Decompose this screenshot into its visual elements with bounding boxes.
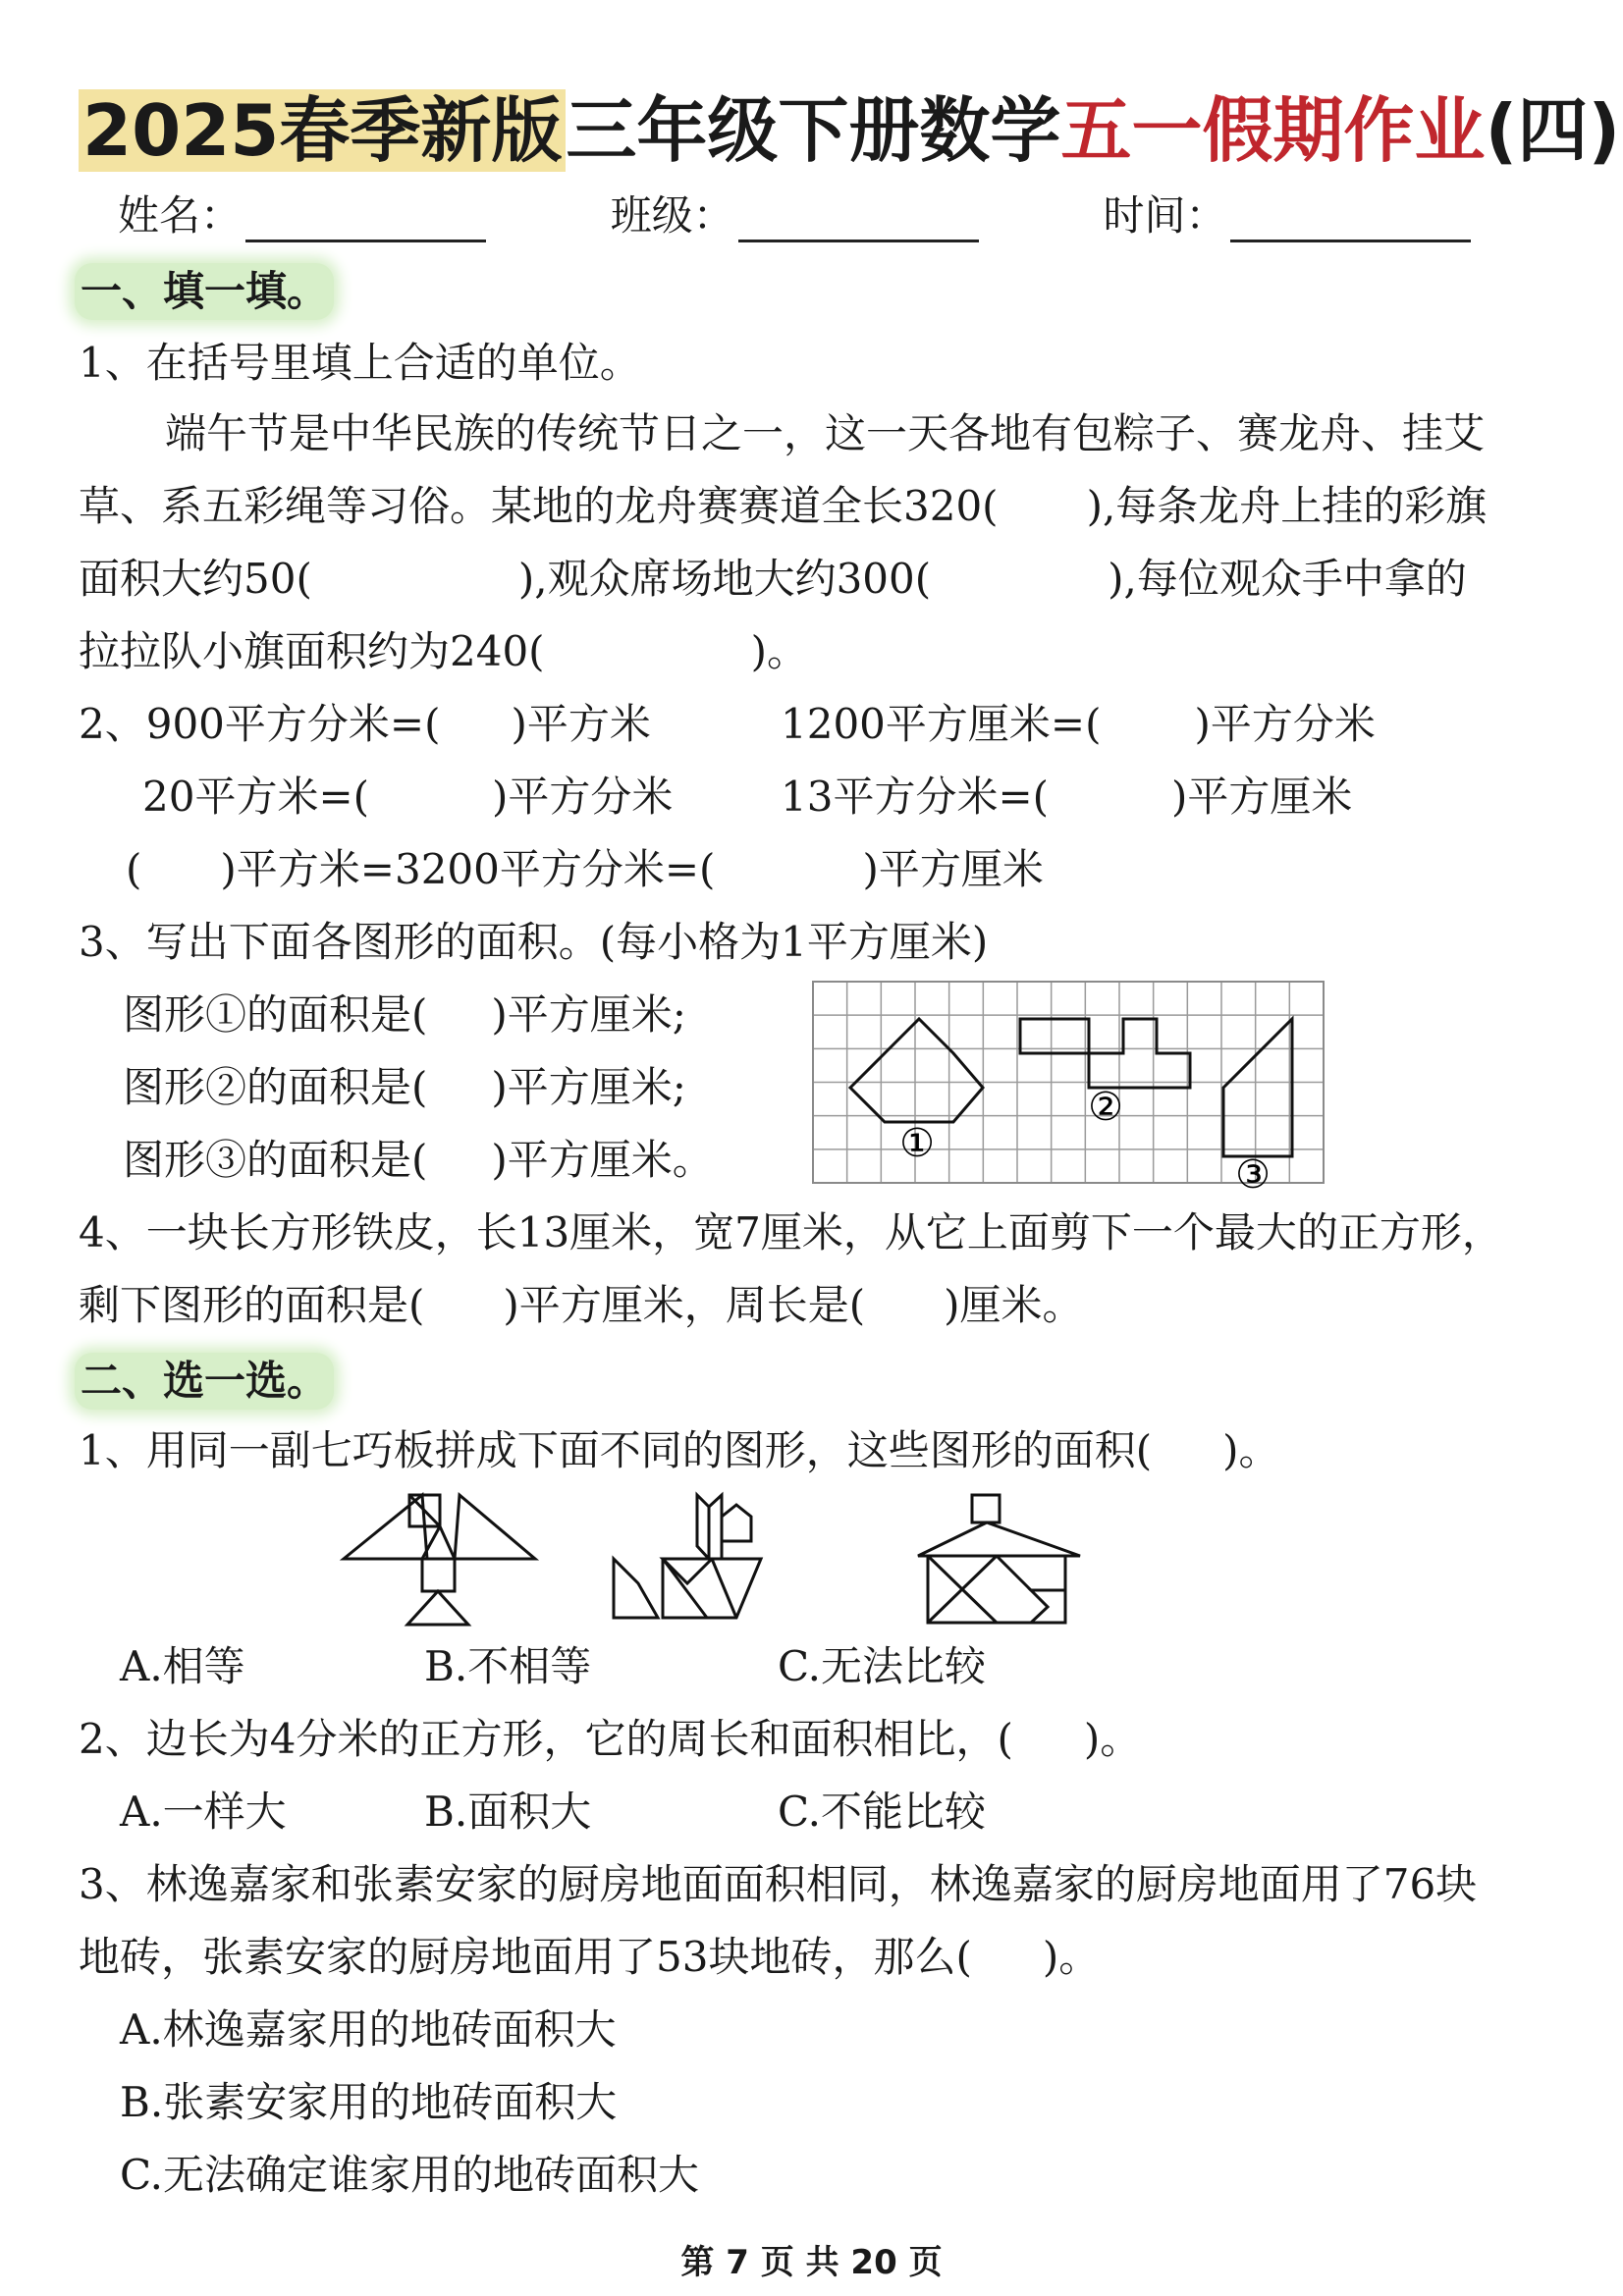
q1-1-text-line3 [79,550,1467,609]
title-holiday: 五一假期作业 [1060,89,1486,172]
title-year: 2025春季新版 [79,89,566,172]
page-title [79,77,1621,185]
q1-3-figure3-line: 图形③的面积是( )平方厘米。 [123,1136,714,1184]
q2-3-option-b[interactable]: B.张素安家用的地砖面积大 [120,2078,618,2126]
q1-1-seg-d: 面积大约50( [79,555,312,603]
q1-2-c: 20平方米=( )平方分米 [142,773,674,821]
section-2-heading: 二、选一选。 [75,1353,334,1410]
q1-1-stem: 1、在括号里填上合适的单位。 [79,339,641,387]
figure-2-label: ② [1088,1085,1123,1130]
q1-1-text-line2 [79,477,1487,536]
figure-3-shape [1223,1019,1292,1156]
q2-2-option-b[interactable]: B.面积大 [424,1788,592,1836]
q2-1-option-a[interactable]: A.相等 [120,1642,245,1690]
tangram-house [918,1495,1080,1623]
q1-1-text-line1: 端午节是中华民族的传统节日之一，这一天各地有包粽子、赛龙舟、挂艾 [165,409,1486,457]
q1-1-seg-f: ),每位观众手中拿的 [1108,555,1467,603]
q1-3-stem: 3、写出下面各图形的面积。(每小格为1平方厘米) [79,918,989,966]
tangram-bird [344,1495,535,1625]
figure-1-label: ① [899,1121,935,1166]
q1-1-seg-g: 拉拉队小旗面积约为240( [79,627,545,675]
q2-2-stem: 2、边长为4分米的正方形，它的周长和面积相比，( )。 [79,1715,1142,1763]
tangram-boat [614,1495,761,1618]
class-label: 班级： [610,191,734,240]
q2-2-option-c[interactable]: C.不能比较 [778,1788,986,1836]
q1-1-seg-b: 草、系五彩绳等习俗。某地的龙舟赛赛道全长320( [79,482,999,530]
q1-1-seg-c: ),每条龙舟上挂的彩旗 [1086,482,1488,530]
q2-2-option-a[interactable]: A.一样大 [120,1788,287,1836]
q2-1-option-b[interactable]: B.不相等 [424,1642,592,1690]
q1-3-figure2-line: 图形②的面积是( )平方厘米; [123,1063,686,1111]
q1-3-figure1-line: 图形①的面积是( )平方厘米; [123,990,686,1039]
q1-2-a: 2、900平方分米=( )平方米 [79,700,651,748]
q1-4-line2: 剩下图形的面积是( )平方厘米，周长是( )厘米。 [79,1281,1084,1329]
q1-2-e: ( )平方米=3200平方分米=( )平方厘米 [126,845,1044,893]
q2-1-stem: 1、用同一副七巧板拼成下面不同的图形，这些图形的面积( )。 [79,1426,1280,1474]
name-label: 姓名： [118,191,243,240]
figure-3-label: ③ [1235,1152,1271,1191]
q1-1-seg-e: ),观众席场地大约300( [517,555,932,603]
title-grade: 三年级下册数学 [566,89,1061,172]
time-blank[interactable] [1230,196,1471,242]
q1-4-line1: 4、一块长方形铁皮，长13厘米，宽7厘米，从它上面剪下一个最大的正方形， [79,1208,1503,1256]
section-1-heading: 一、填一填。 [75,263,334,320]
figure-2-shape [1020,1019,1190,1088]
q1-2-d: 13平方分米=( )平方厘米 [781,773,1353,821]
q1-1-text-line4 [79,622,808,681]
q2-3-line1: 3、林逸嘉家和张素安家的厨房地面面积相同，林逸嘉家的厨房地面用了76块 [79,1860,1478,1908]
name-blank[interactable] [245,196,486,242]
q1-2-b: 1200平方厘米=( )平方分米 [781,700,1376,748]
q2-3-line2: 地砖，张素安家的厨房地面用了53块地砖，那么( )。 [79,1933,1101,1981]
q2-3-option-a[interactable]: A.林逸嘉家用的地砖面积大 [120,2005,617,2054]
area-grid-figure [811,980,1331,1191]
q2-3-option-c[interactable]: C.无法确定谁家用的地砖面积大 [120,2151,699,2199]
title-number: (四) [1485,89,1621,172]
figure-1-shape [850,1019,983,1122]
tangram-figures [339,1487,1114,1634]
time-label: 时间： [1103,191,1227,240]
page-footer: 第 7 页 共 20 页 [680,2243,943,2282]
q2-1-option-c[interactable]: C.无法比较 [778,1642,986,1690]
q1-1-seg-h: )。 [750,627,808,675]
student-info-row [118,187,1471,245]
class-blank[interactable] [738,196,979,242]
